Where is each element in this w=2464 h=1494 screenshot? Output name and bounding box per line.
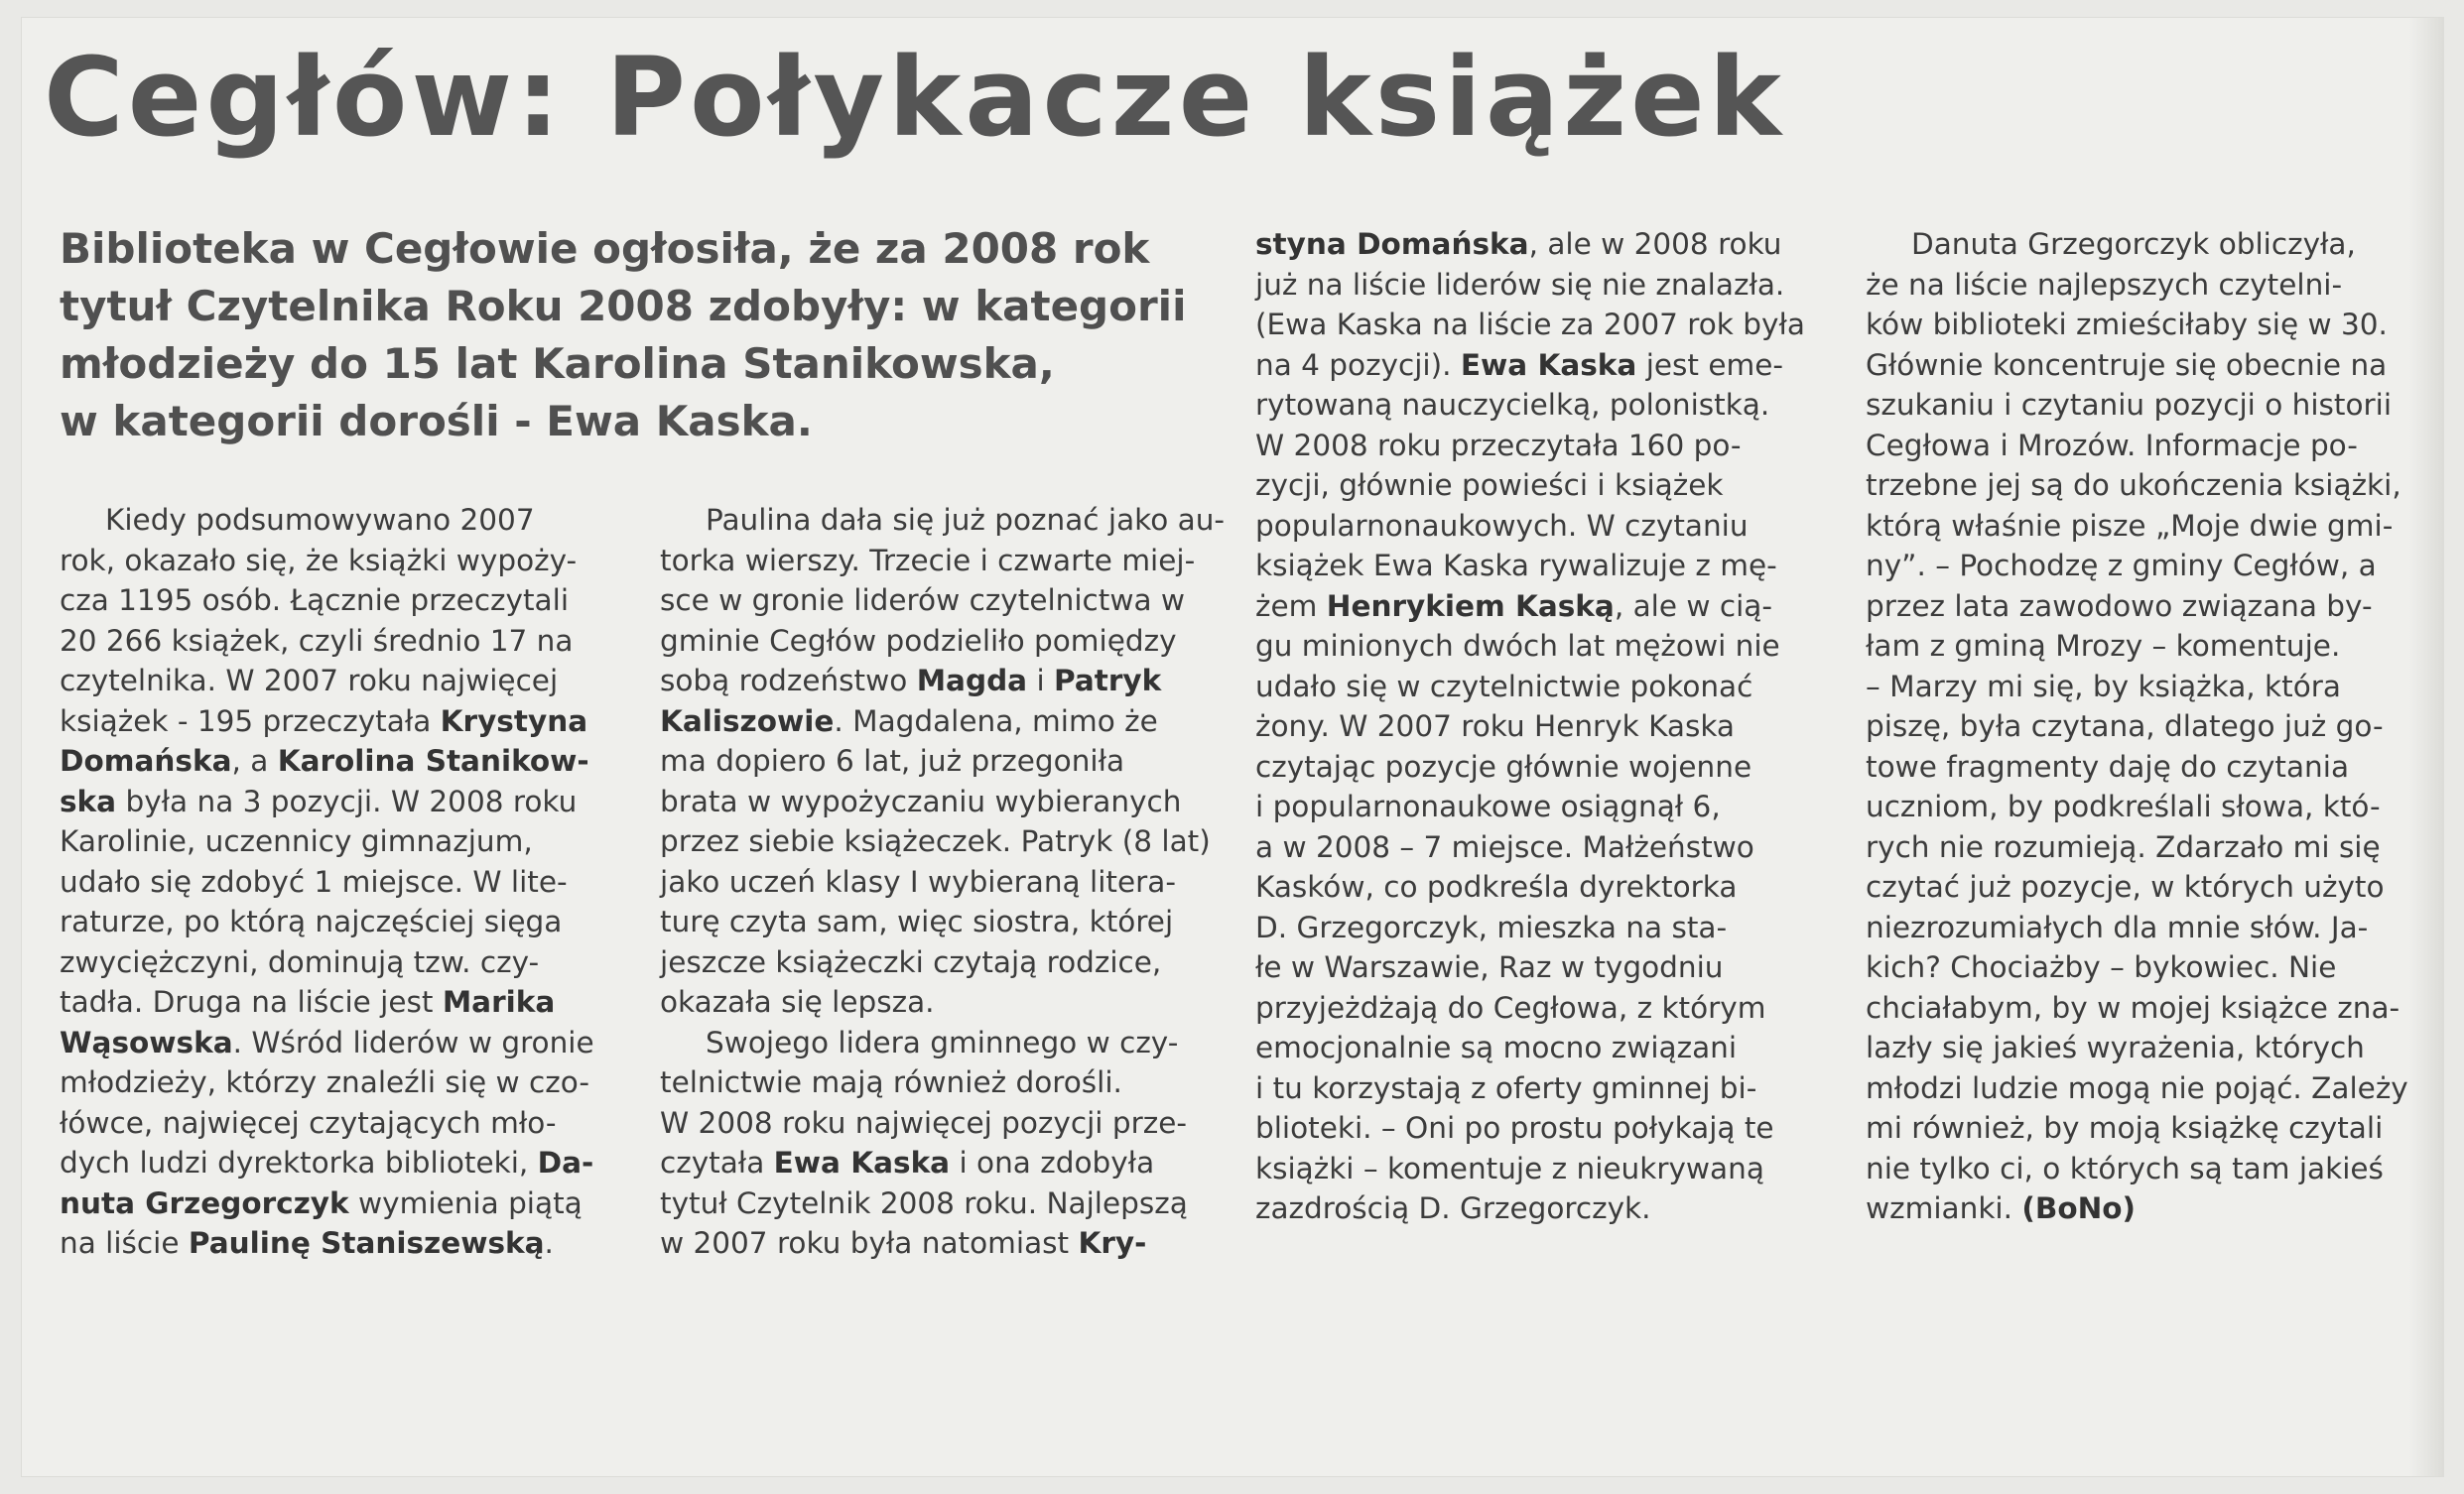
text-line: nie tylko ci, o których są tam jakieś <box>1866 1151 2384 1185</box>
text-line: kich? Chociażby – bykowiec. Nie <box>1866 950 2337 984</box>
bold-name: Wąsowska <box>60 1025 233 1059</box>
text-line: młodzieży do 15 lat Karolina Stanikowska, <box>60 339 1055 388</box>
text-line: ma dopiero 6 lat, już przegoniła <box>660 744 1125 778</box>
text-line: rych nie rozumieją. Zdarzało mi się <box>1866 829 2381 864</box>
text-line: Kiedy podsumowywano 2007 <box>105 503 535 537</box>
text-line: – Marzy mi się, by książka, która <box>1866 669 2341 703</box>
bold-name: Krystyna <box>440 703 588 738</box>
text-line: książek - 195 przeczytała Krystyna <box>60 703 588 738</box>
text-line: łówce, najwięcej czytających mło- <box>60 1105 557 1140</box>
text-line: Danuta Grzegorczyk obliczyła, <box>1911 227 2356 261</box>
text-line: gminie Cegłów podzieliło pomiędzy <box>660 623 1177 658</box>
text-line: 20 266 książek, czyli średnio 17 na <box>60 623 574 658</box>
text-line: Cegłowa i Mrozów. Informacje po- <box>1866 428 2358 462</box>
bold-name: Paulinę Staniszewską <box>188 1226 545 1260</box>
text-line: W 2008 roku przeczytała 160 po- <box>1255 428 1742 462</box>
article-lead <box>60 220 1211 450</box>
text-line: i popularnonaukowe osiągnął 6, <box>1255 790 1721 823</box>
text-line: mi również, by moją książkę czytali <box>1866 1111 2384 1145</box>
text-line: cza 1195 osób. Łącznie przeczytali <box>60 583 570 617</box>
text-line: przez siebie książeczek. Patryk (8 lat) <box>660 824 1211 858</box>
text-line: zazdrością D. Grzegorczyk. <box>1255 1191 1651 1225</box>
text-line: raturze, po którą najczęściej sięga <box>60 905 563 938</box>
text-line: telnictwie mają również dorośli. <box>660 1065 1122 1099</box>
text-line: gu minionych dwóch lat mężowi nie <box>1255 629 1780 663</box>
text-line: sobą rodzeństwo Magda i Patryk <box>660 664 1162 697</box>
text-line: okazała się lepsza. <box>660 985 935 1019</box>
text-line: piszę, była czytana, dlatego już go- <box>1866 709 2384 743</box>
text-line: żem Henrykiem Kaską, ale w cią- <box>1255 588 1773 623</box>
article-column-3 <box>1255 224 1826 1229</box>
bold-name: styna Domańska <box>1255 227 1529 261</box>
text-line: (Ewa Kaska na liście za 2007 rok była <box>1255 308 1805 341</box>
bold-name: ska <box>60 784 117 818</box>
text-line: towe fragmenty daję do czytania <box>1866 749 2350 784</box>
text-line: Głównie koncentruje się obecnie na <box>1866 347 2388 382</box>
text-line: w kategorii dorośli - Ewa Kaska. <box>60 397 813 445</box>
article-column-1 <box>60 500 625 1264</box>
text-line: lazły się jakieś wyrażenia, których <box>1866 1031 2365 1064</box>
text-line: czytając pozycje głównie wojenne <box>1255 749 1752 784</box>
text-line: czytała Ewa Kaska i ona zdobyła <box>660 1146 1155 1180</box>
text-line: na 4 pozycji). Ewa Kaska jest eme- <box>1255 347 1784 382</box>
text-line: już na liście liderów się nie znalazła. <box>1255 267 1785 302</box>
bold-name: (BoNo) <box>2021 1191 2137 1225</box>
text-line: tadła. Druga na liście jest Marika <box>60 985 556 1019</box>
bold-name: Kry- <box>1078 1226 1147 1260</box>
text-line: młodzi ludzie mogą nie pojąć. Zależy <box>1866 1070 2408 1105</box>
article-column-2 <box>660 500 1226 1264</box>
text-line: żony. W 2007 roku Henryk Kaska <box>1255 709 1736 743</box>
text-line: popularnonaukowych. W czytaniu <box>1255 508 1749 543</box>
text-line: Paulina dała się już poznać jako au- <box>706 503 1226 537</box>
text-line: wzmianki. (BoNo) <box>1866 1191 2137 1225</box>
text-line: i tu korzystają z oferty gminnej bi- <box>1255 1070 1757 1105</box>
text-line: łe w Warszawie, Raz w tygodniu <box>1255 950 1724 984</box>
text-line: trzebne jej są do ukończenia książki, <box>1866 468 2401 502</box>
text-line: w 2007 roku była natomiast Kry- <box>660 1226 1147 1260</box>
bold-name: Ewa Kaska <box>1460 347 1637 382</box>
text-line: Biblioteka w Cegłowie ogłosiła, że za 2008 rok <box>60 224 1150 273</box>
text-line: tytuł Czytelnik 2008 roku. Najlepszą <box>660 1185 1188 1220</box>
bold-name: Patryk <box>1054 664 1162 697</box>
text-line: przyjeżdżają do Cegłowa, z którym <box>1255 990 1766 1025</box>
article-column-4 <box>1866 224 2431 1229</box>
text-line: blioteki. – Oni po prostu połykają te <box>1255 1111 1774 1145</box>
text-line: łam z gminą Mrozy – komentuje. <box>1866 629 2341 663</box>
bold-name: Da- <box>537 1146 594 1180</box>
text-line: styna Domańska, ale w 2008 roku <box>1255 227 1782 261</box>
text-line: na liście Paulinę Staniszewską. <box>60 1226 554 1260</box>
text-line: tytuł Czytelnika Roku 2008 zdobyły: w kategorii <box>60 282 1187 330</box>
text-line: przez lata zawodowo związana by- <box>1866 588 2373 623</box>
text-line: Kasków, co podkreśla dyrektorka <box>1255 870 1738 904</box>
text-line: uczniom, by podkreślali słowa, któ- <box>1866 790 2381 823</box>
text-line: zwyciężczyni, dominują tzw. czy- <box>60 944 540 979</box>
text-line: Karolinie, uczennicy gimnazjum, <box>60 824 533 858</box>
text-line: sce w gronie liderów czytelnictwa w <box>660 583 1186 617</box>
text-line: a w 2008 – 7 miejsce. Małżeństwo <box>1255 829 1754 864</box>
text-line: ska była na 3 pozycji. W 2008 roku <box>60 784 578 818</box>
bold-name: Magda <box>916 664 1028 697</box>
text-line: udało się zdobyć 1 miejsce. W lite- <box>60 864 568 899</box>
bold-name: Domańska <box>60 744 232 778</box>
text-line: udało się w czytelnictwie pokonać <box>1255 669 1753 703</box>
text-line: ków biblioteki zmieściłaby się w 30. <box>1866 308 2388 341</box>
bold-name: Karolina Stanikow- <box>277 744 589 778</box>
text-line: Swojego lidera gminnego w czy- <box>706 1025 1179 1059</box>
text-line: dych ludzi dyrektorka biblioteki, Da- <box>60 1146 594 1180</box>
text-line: nuta Grzegorczyk wymienia piątą <box>60 1185 583 1220</box>
text-line: chciałabym, by w mojej książce zna- <box>1866 990 2400 1025</box>
text-line: niezrozumiałych dla mnie słów. Ja- <box>1866 910 2369 944</box>
text-line: rok, okazało się, że książki wypoży- <box>60 543 578 577</box>
text-line: ny”. – Pochodzę z gminy Cegłów, a <box>1866 549 2377 582</box>
text-line: którą właśnie pisze „Moje dwie gmi- <box>1866 508 2394 543</box>
bold-name: Kaliszowie <box>660 703 835 738</box>
text-line: Wąsowska. Wśród liderów w gronie <box>60 1025 594 1059</box>
text-line: brata w wypożyczaniu wybieranych <box>660 784 1182 818</box>
text-line: zycji, głównie powieści i książek <box>1255 468 1724 502</box>
bold-name: Ewa Kaska <box>773 1146 951 1180</box>
text-line: jeszcze książeczki czytają rodzice, <box>660 944 1162 979</box>
text-line: turę czyta sam, więc siostra, której <box>660 905 1174 938</box>
text-line: czytać już pozycje, w których użyto <box>1866 870 2385 904</box>
bold-name: nuta Grzegorczyk <box>60 1185 349 1220</box>
text-line: książek Ewa Kaska rywalizuje z mę- <box>1255 549 1777 582</box>
text-line: torka wierszy. Trzecie i czwarte miej- <box>660 543 1196 577</box>
text-line: że na liście najlepszych czytelni- <box>1866 267 2343 302</box>
text-line: W 2008 roku najwięcej pozycji prze- <box>660 1105 1187 1140</box>
text-line: rytowaną nauczycielką, polonistką. <box>1255 388 1770 422</box>
text-line: książki – komentuje z nieukrywaną <box>1255 1151 1764 1185</box>
text-line: D. Grzegorczyk, mieszka na sta- <box>1255 910 1728 944</box>
article-headline: Cegłów: Połykacze książek <box>44 34 1785 161</box>
bold-name: Henrykiem Kaską <box>1326 588 1615 623</box>
text-line: Kaliszowie. Magdalena, mimo że <box>660 703 1158 738</box>
bold-name: Marika <box>442 985 556 1019</box>
text-line: czytelnika. W 2007 roku najwięcej <box>60 664 559 697</box>
text-line: szukaniu i czytaniu pozycji o historii <box>1866 388 2393 422</box>
text-line: Domańska, a Karolina Stanikow- <box>60 744 589 778</box>
text-line: jako uczeń klasy I wybieraną litera- <box>660 864 1176 899</box>
text-line: młodzieży, którzy znaleźli się w czo- <box>60 1065 589 1099</box>
text-line: emocjonalnie są mocno związani <box>1255 1031 1738 1064</box>
